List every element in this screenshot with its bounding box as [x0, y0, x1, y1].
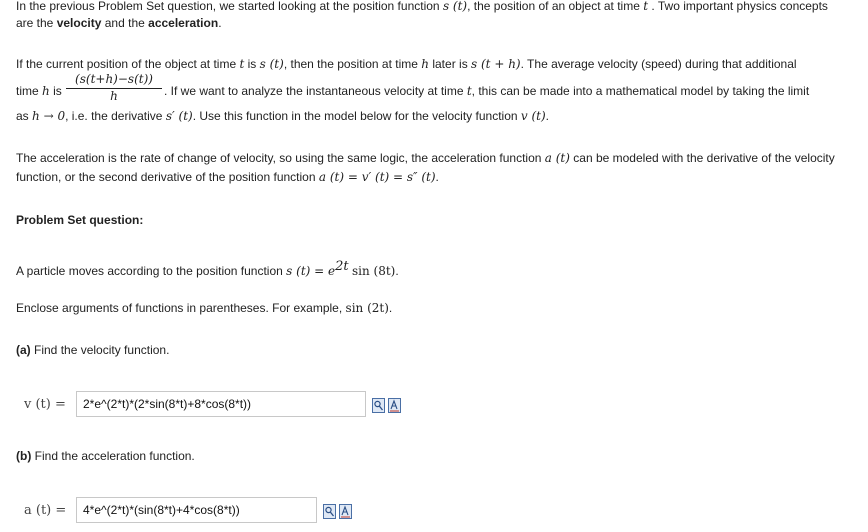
equation-editor-icon[interactable]: [388, 398, 401, 413]
equation-editor-icon[interactable]: [339, 504, 352, 519]
intro-text: . Two important physics concepts: [651, 0, 828, 13]
exponent-math: 2t: [335, 259, 349, 274]
position-function-math: s (t): [442, 0, 468, 13]
time-variable-math: t: [466, 84, 472, 98]
acceleration-paragraph-line-1: The acceleration is the rate of change of velocity, so using the same logic, the acceleration function a (t) can be modeled with the derivative of the velocity: [16, 151, 835, 165]
preview-icon[interactable]: [323, 504, 336, 519]
problem-heading: Problem Set question:: [16, 213, 144, 227]
part-b-label: (b): [16, 449, 32, 463]
velocity-paragraph-line-1: If the current position of the object at time t is s (t), then the position at time h later is s (t + h). The average velocity (speed) during that additional: [16, 57, 797, 71]
intro-text: are the: [16, 16, 54, 30]
intro-line-2: are the velocity and the acceleration.: [16, 16, 222, 30]
fraction-denominator: h: [110, 89, 118, 103]
position-later-math: s (t + h): [471, 57, 521, 71]
problem-statement: A particle moves according to the position function s $(t) = e^{2t}$ sin (8t).: [16, 259, 399, 278]
fraction-numerator: (s(t+h)−s(t)): [66, 72, 162, 89]
acceleration-answer-input[interactable]: [76, 497, 317, 523]
intro-text: In the previous Problem Set question, we started looking at the position function: [16, 0, 440, 13]
time-variable-math: t: [643, 0, 649, 13]
intro-text: , the position of an object at time: [467, 0, 640, 13]
average-velocity-fraction: [66, 72, 162, 104]
acceleration-term: acceleration: [148, 16, 219, 30]
part-a-prompt: (a) Find the velocity function.: [16, 343, 170, 357]
derivative-math: s′ (t): [165, 109, 193, 123]
velocity-answer-input[interactable]: [76, 391, 366, 417]
h-variable-math: h: [42, 84, 50, 98]
acceleration-equation-math: a (t) = v′ (t) = s″ (t): [318, 170, 436, 184]
velocity-term: velocity: [56, 16, 102, 30]
intro-text: and the: [104, 16, 145, 30]
acceleration-paragraph-line-2: function, or the second derivative of the position function a (t) = v′ (t) = s″ (t).: [16, 170, 439, 184]
example-math: sin (2t): [345, 301, 389, 315]
limit-math: h → 0: [32, 109, 66, 123]
velocity-paragraph-line-2: time h is: [16, 84, 62, 98]
h-variable-math: h: [421, 57, 429, 71]
part-b-prompt: (b) Find the acceleration function.: [16, 449, 195, 463]
sine-term-math: sin (8t): [351, 264, 396, 278]
enclose-hint: Enclose arguments of functions in parentheses. For example, sin (2t).: [16, 301, 393, 315]
time-variable-math: t: [239, 57, 245, 71]
velocity-paragraph-line-2b: . If we want to analyze the instantaneous velocity at time t, this can be made into a mathematical model by taking the limit: [164, 84, 810, 98]
preview-icon[interactable]: [372, 398, 385, 413]
velocity-answer-label: v (t) =: [24, 397, 66, 412]
part-a-label: (a): [16, 343, 31, 357]
velocity-paragraph-line-3: as h → 0, i.e. the derivative s′ (t). Use this function in the model below for the velocity function v (t).: [16, 109, 550, 123]
velocity-function-math: v (t): [520, 109, 546, 123]
acceleration-answer-label: a (t) =: [24, 503, 67, 518]
position-equation-math: s (t) = e: [286, 264, 336, 278]
position-function-math: s (t): [259, 57, 284, 71]
acceleration-function-math: a (t): [544, 151, 570, 165]
